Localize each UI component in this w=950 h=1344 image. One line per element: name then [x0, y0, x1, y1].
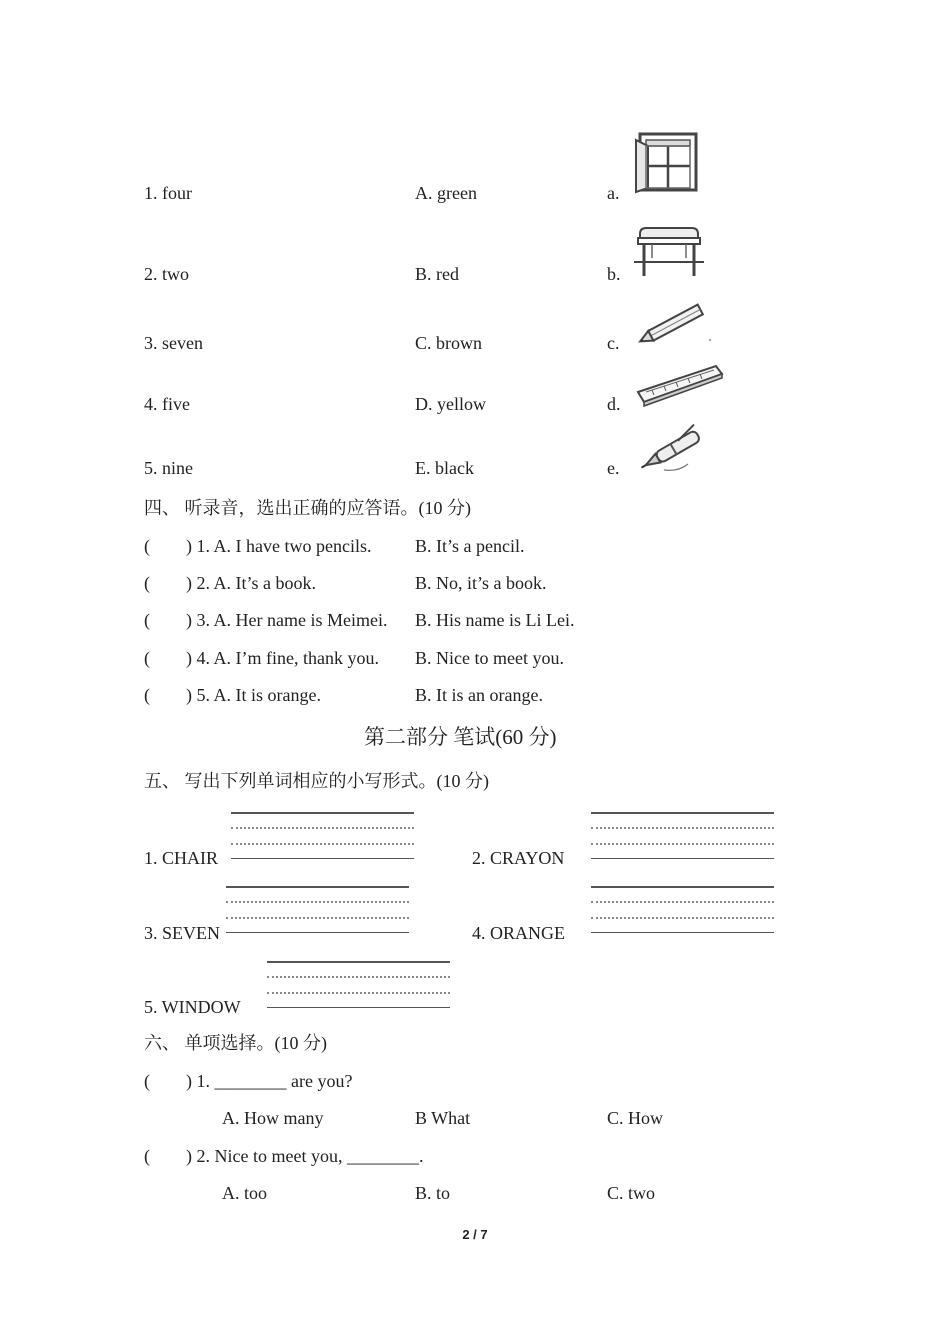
match-number-5: 5. nine — [144, 458, 193, 478]
writing-lines-2[interactable] — [591, 812, 774, 860]
section4-item4-option-b: B. Nice to meet you. — [415, 648, 564, 668]
section4-item4-paren: ( — [144, 648, 150, 668]
section6-item2-option-c: C. two — [607, 1183, 656, 1203]
section6-item2-question: ) 2. Nice to meet you, ________. — [186, 1146, 424, 1166]
writing-lines-4[interactable] — [591, 886, 774, 934]
writing-lines-1[interactable] — [231, 812, 414, 860]
match-number-3: 3. seven — [144, 333, 203, 353]
writing-lines-3[interactable] — [226, 886, 409, 934]
section4-item2-question: ) 2. A. It’s a book. — [186, 573, 316, 593]
match-color-c: C. brown — [415, 333, 482, 353]
section5-title: 五、 写出下列单词相应的小写形式。(10 分) — [144, 771, 489, 791]
section6-item1-paren: ( — [144, 1071, 150, 1091]
section4-item3-paren: ( — [144, 610, 150, 630]
match-picture-c-label: c. — [607, 333, 620, 353]
section4-item1-question: ) 1. A. I have two pencils. — [186, 536, 372, 556]
match-color-a: A. green — [415, 183, 477, 203]
section6-item1-option-a: A. How many — [222, 1108, 324, 1128]
section5-word-4: 4. ORANGE — [472, 923, 565, 943]
section4-item4-question: ) 4. A. I’m fine, thank you. — [186, 648, 379, 668]
section4-title: 四、 听录音，选出正确的应答语。(10 分) — [144, 498, 471, 518]
match-number-4: 4. five — [144, 394, 190, 414]
section4-item1-paren: ( — [144, 536, 150, 556]
ruler-icon — [634, 362, 726, 408]
part2-title: 第二部分 笔试(60 分) — [364, 725, 557, 749]
desk-icon — [632, 224, 706, 280]
section6-item2-option-a: A. too — [222, 1183, 267, 1203]
match-color-b: B. red — [415, 264, 459, 284]
section6-item1-option-c: C. How — [607, 1108, 664, 1128]
section4-item5-paren: ( — [144, 685, 150, 705]
section6-title: 六、 单项选择。(10 分) — [144, 1033, 327, 1053]
section4-item2-paren: ( — [144, 573, 150, 593]
writing-lines-5[interactable] — [267, 961, 450, 1009]
section4-item1-option-b: B. It’s a pencil. — [415, 536, 525, 556]
section6-item2-paren: ( — [144, 1146, 150, 1166]
section5-word-2: 2. CRAYON — [472, 848, 565, 868]
window-icon — [634, 130, 700, 194]
section6-item2-option-b: B. to — [415, 1183, 451, 1203]
section4-item5-question: ) 5. A. It is orange. — [186, 685, 321, 705]
section4-item3-option-b: B. His name is Li Lei. — [415, 610, 575, 630]
pencil-icon — [634, 302, 714, 346]
section6-item1-option-b: B What — [415, 1108, 471, 1128]
section4-item5-option-b: B. It is an orange. — [415, 685, 543, 705]
match-picture-d-label: d. — [607, 394, 621, 414]
match-color-e: E. black — [415, 458, 474, 478]
pen-icon — [634, 424, 714, 476]
section5-word-1: 1. CHAIR — [144, 848, 219, 868]
match-picture-e-label: e. — [607, 458, 620, 478]
section6-item1-question: ) 1. ________ are you? — [186, 1071, 353, 1091]
section5-word-5: 5. WINDOW — [144, 997, 241, 1017]
section4-item2-option-b: B. No, it’s a book. — [415, 573, 547, 593]
match-picture-b-label: b. — [607, 264, 621, 284]
section4-item3-question: ) 3. A. Her name is Meimei. — [186, 610, 388, 630]
match-picture-a-label: a. — [607, 183, 620, 203]
match-number-1: 1. four — [144, 183, 192, 203]
section5-word-3: 3. SEVEN — [144, 923, 220, 943]
page-number: 2 / 7 — [462, 1227, 488, 1242]
match-color-d: D. yellow — [415, 394, 486, 414]
match-number-2: 2. two — [144, 264, 189, 284]
